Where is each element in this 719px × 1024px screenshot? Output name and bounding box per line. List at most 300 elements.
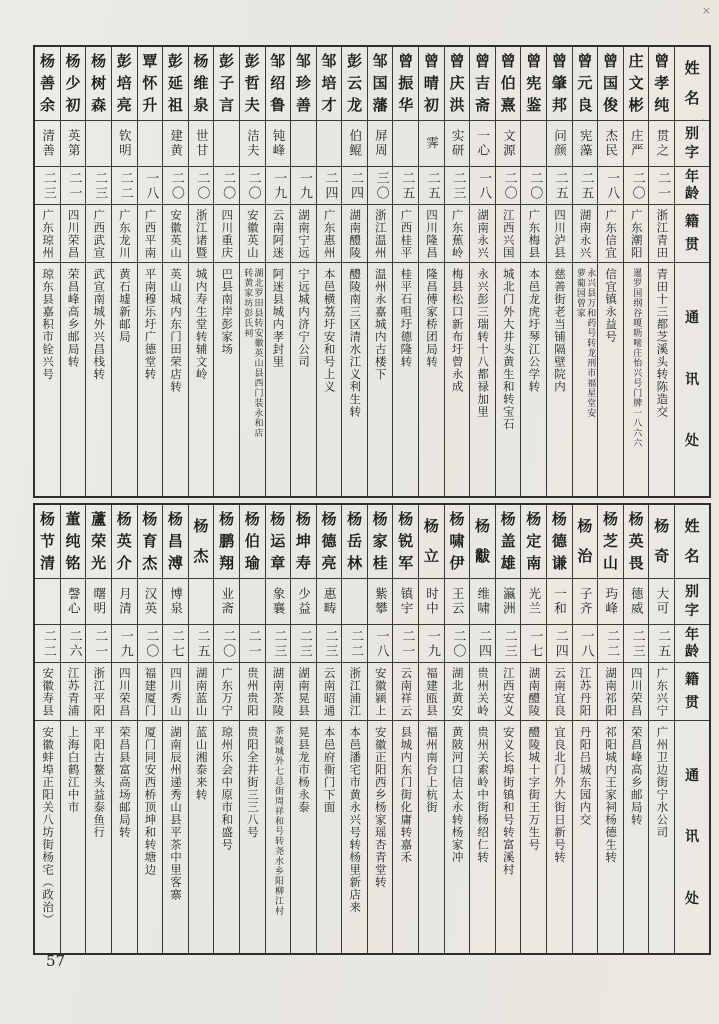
person-native-place [598, 204, 623, 262]
vertical-text: 一九 [117, 628, 133, 659]
vertical-text: 霁 [424, 136, 440, 151]
char-glyph: 初 [65, 96, 81, 114]
person-native-place [598, 662, 623, 720]
char-glyph: 杨 [39, 52, 55, 70]
char-glyph: 曾 [449, 52, 465, 70]
char-glyph: 曾 [603, 52, 619, 70]
person-native-place [163, 204, 188, 262]
person-age [342, 166, 367, 204]
char-glyph: 岳 [347, 532, 363, 550]
person-name [163, 47, 188, 120]
vertical-text: 浙江浦江 [348, 666, 363, 717]
person-alias [573, 120, 598, 166]
char-glyph: 彭 [219, 52, 235, 70]
person-age [138, 166, 163, 204]
person-name [214, 505, 239, 578]
person-name [624, 505, 649, 578]
vertical-text: 汉英 [143, 587, 159, 616]
person-address [598, 720, 623, 953]
vertical-text: 茶陵城外七总街周祥和号转尧水乡阳柳江村 [272, 726, 283, 916]
person-column [444, 47, 470, 496]
char-glyph: 英 [116, 532, 132, 550]
char-glyph: 字 [685, 603, 699, 620]
char-glyph: 泉 [193, 96, 209, 114]
person-native-place [521, 204, 546, 262]
person-alias [266, 120, 291, 166]
vertical-text: 湖南晃县 [297, 666, 311, 717]
vertical-text: 平南穆乐圩广德堂转 [143, 268, 158, 381]
person-column [520, 47, 546, 496]
person-address [470, 262, 495, 496]
char-glyph: 熹 [500, 96, 516, 114]
person-native-place [393, 204, 418, 262]
char-glyph: 英 [628, 532, 644, 550]
person-name [573, 47, 598, 120]
vertical-text: 二〇 [168, 170, 184, 201]
person-alias [291, 578, 316, 624]
char-glyph: 德 [551, 532, 567, 550]
person-age [61, 624, 86, 662]
person-age [61, 166, 86, 204]
person-native-place [163, 662, 188, 720]
vertical-text: 湖南辰州递秀山县平茶中里客寨 [169, 726, 184, 901]
person-age [112, 624, 137, 662]
header-name [675, 505, 709, 578]
vertical-text: 广东龙川 [117, 208, 132, 259]
person-name [240, 505, 265, 578]
vertical-text: 二六 [66, 628, 82, 659]
vertical-text: 广东琼州 [41, 208, 56, 259]
person-column [290, 47, 316, 496]
person-native-place [112, 204, 137, 262]
vertical-text: 隆昌傅家桥团局转 [424, 268, 439, 368]
person-column [85, 47, 111, 496]
vertical-text: 四川荣昌 [117, 666, 132, 717]
char-glyph: 杨 [551, 510, 567, 528]
person-column [35, 505, 60, 953]
vertical-text: 清善 [40, 129, 56, 158]
person-column [495, 505, 521, 953]
person-address [393, 262, 418, 496]
char-glyph: 良 [577, 96, 593, 114]
char-glyph: 才 [321, 96, 337, 114]
person-native-place [445, 204, 470, 262]
person-alias [291, 120, 316, 166]
char-glyph: 杨 [39, 510, 55, 528]
char-glyph: 杨 [142, 510, 158, 528]
char-glyph: 瑜 [244, 554, 260, 572]
char-glyph: 云 [347, 74, 363, 92]
vertical-text: 一九 [424, 628, 440, 659]
person-name [112, 47, 137, 120]
person-native-place [138, 204, 163, 262]
person-address [521, 720, 546, 953]
vertical-text: 广东潮阳 [629, 208, 644, 259]
char-glyph: 余 [39, 96, 55, 114]
person-address [573, 262, 598, 496]
person-alias [624, 578, 649, 624]
char-glyph: 董 [65, 510, 81, 528]
person-column [213, 47, 239, 496]
registry-table-bottom [33, 503, 711, 955]
person-native-place [214, 204, 239, 262]
char-glyph: 善 [39, 74, 55, 92]
vertical-text: 荣昌峰高乡邮局转 [66, 268, 81, 368]
person-alias [547, 120, 572, 166]
vertical-text: 广东信宜 [604, 208, 619, 259]
char-glyph: 晴 [423, 74, 439, 92]
vertical-text: 一八 [476, 170, 492, 201]
char-glyph: 杨 [244, 510, 260, 528]
person-column [444, 505, 470, 953]
vertical-text: 二三 [271, 628, 287, 659]
person-name [61, 47, 86, 120]
person-address [624, 720, 649, 953]
vertical-text: 一八 [143, 170, 159, 201]
person-alias [163, 578, 188, 624]
char-glyph: 洪 [449, 96, 465, 114]
person-age [649, 166, 674, 204]
vertical-text: 贵州关索岭中街杨绍仁转 [476, 726, 491, 864]
person-column [111, 47, 137, 496]
char-glyph: 别 [685, 583, 699, 600]
person-age [240, 166, 265, 204]
header-age [675, 166, 709, 204]
person-age [291, 624, 316, 662]
person-age [445, 624, 470, 662]
vertical-text: 江苏丹阳 [578, 666, 593, 717]
vertical-text: 屏周 [373, 129, 389, 158]
char-glyph: 雄 [500, 554, 516, 572]
vertical-text: 巴县南岸彭家场 [220, 268, 235, 356]
vertical-text: 洁夫 [245, 129, 261, 158]
vertical-text: 醴陵城十字街王万生号 [527, 726, 542, 851]
char-glyph: 庄 [628, 52, 644, 70]
vertical-text: 二三 [629, 628, 645, 659]
char-glyph: 杨 [193, 517, 209, 536]
person-name [445, 505, 470, 578]
char-glyph: 杨 [91, 52, 107, 70]
person-column [290, 505, 316, 953]
vertical-text: 少益 [296, 587, 312, 616]
vertical-text: 惠畴 [322, 587, 338, 616]
vertical-text: 丹阳吕城东园内交 [578, 726, 593, 826]
person-alias [342, 578, 367, 624]
person-address [496, 262, 521, 496]
person-address [317, 262, 342, 496]
vertical-text: 德威 [629, 587, 645, 616]
person-address [61, 262, 86, 496]
person-column [648, 47, 674, 496]
person-address [189, 262, 214, 496]
char-glyph: 字 [685, 145, 699, 162]
char-glyph: 伯 [500, 74, 516, 92]
person-address [266, 720, 291, 953]
vertical-text: 湖南永兴 [476, 208, 491, 259]
person-age [521, 166, 546, 204]
vertical-text: 上海白鹤江中市 [66, 726, 81, 814]
person-address [419, 262, 444, 496]
vertical-text: 问颜 [552, 129, 568, 158]
vertical-text: 二〇 [501, 170, 517, 201]
char-glyph: 杨 [628, 510, 644, 528]
person-alias [112, 120, 137, 166]
char-glyph: 龙 [347, 96, 363, 114]
header-name [675, 47, 709, 120]
char-glyph: 介 [116, 554, 132, 572]
header-address [675, 720, 709, 953]
person-alias [61, 578, 86, 624]
char-glyph: 彭 [347, 52, 363, 70]
person-native-place [86, 204, 111, 262]
char-glyph: 杨 [449, 510, 465, 528]
person-age [598, 166, 623, 204]
person-name [138, 47, 163, 120]
vertical-text: 永兴县万和药号转龙刑市福星堂安 萝葡园曾家 [574, 268, 596, 418]
person-native-place [291, 662, 316, 720]
vertical-text: 湖南茶陵 [271, 666, 286, 717]
scan-artifact-edge: · · [697, 118, 707, 133]
person-column [137, 505, 163, 953]
vertical-text: 安义长埠街镇和号转富溪村 [501, 726, 516, 876]
person-name [547, 505, 572, 578]
person-address [61, 720, 86, 953]
vertical-text: 业斋 [219, 587, 235, 616]
char-glyph: 畏 [628, 554, 644, 572]
person-age [163, 166, 188, 204]
person-name [35, 47, 60, 120]
vertical-text: 荣昌峰高乡邮局转 [629, 726, 644, 826]
vertical-text: 安徽正阳西乡杨家瑶杏青堂转 [373, 726, 388, 889]
vertical-text: 子齐 [578, 587, 594, 616]
vertical-text: 贵州贵阳 [245, 666, 260, 717]
vertical-text: 二〇 [194, 170, 210, 201]
person-name [496, 505, 521, 578]
person-address [240, 720, 265, 953]
char-glyph: 吉 [475, 74, 491, 92]
person-native-place [649, 204, 674, 262]
char-glyph: 芝 [603, 532, 619, 550]
char-glyph: 善 [295, 96, 311, 114]
char-glyph: 伊 [449, 554, 465, 572]
vertical-text: 云南昭通 [322, 666, 337, 717]
person-column [341, 505, 367, 953]
vertical-text: 二一 [92, 628, 108, 659]
person-native-place [419, 662, 444, 720]
vertical-text: 实研 [450, 129, 466, 158]
vertical-text: 梅县松口新布圩曾永成 [450, 268, 465, 393]
person-name [368, 47, 393, 120]
person-column [367, 505, 393, 953]
char-glyph: 曾 [500, 52, 516, 70]
char-glyph: 曾 [577, 52, 593, 70]
person-age [138, 624, 163, 662]
person-column [623, 47, 649, 496]
char-glyph: 珍 [295, 74, 311, 92]
vertical-text: 江西安义 [501, 666, 516, 717]
vertical-text: 浙江青田 [655, 208, 670, 259]
person-age [317, 624, 342, 662]
person-alias [35, 578, 60, 624]
char-glyph: 节 [39, 532, 55, 550]
person-address [573, 720, 598, 953]
char-glyph: 彭 [116, 52, 132, 70]
char-glyph: 邹 [321, 52, 337, 70]
char-glyph: 贯 [685, 695, 699, 712]
person-native-place [624, 662, 649, 720]
person-name [649, 47, 674, 120]
person-alias [649, 578, 674, 624]
vertical-text: 浙江温州 [373, 208, 388, 259]
person-column [60, 47, 86, 496]
person-age [393, 166, 418, 204]
person-column [520, 505, 546, 953]
person-alias [547, 578, 572, 624]
person-age [573, 166, 598, 204]
person-alias [368, 120, 393, 166]
person-name [573, 505, 598, 578]
person-column [546, 505, 572, 953]
person-age [86, 166, 111, 204]
vertical-text: 湖南蓝山 [194, 666, 209, 717]
person-address [266, 262, 291, 496]
char-glyph: 杨 [500, 510, 516, 528]
header-column [674, 505, 709, 953]
char-glyph: 山 [603, 554, 619, 572]
person-name [521, 505, 546, 578]
person-address [138, 262, 163, 496]
vertical-text: 一心 [475, 129, 491, 158]
vertical-text: 英第 [66, 129, 82, 158]
person-column [316, 47, 342, 496]
vertical-text: 建黄 [168, 129, 184, 158]
person-column [546, 47, 572, 496]
char-glyph: 通 [685, 767, 699, 784]
char-glyph: 华 [398, 96, 414, 114]
person-column [239, 505, 265, 953]
person-alias [470, 578, 495, 624]
person-column [495, 47, 521, 496]
char-glyph: 章 [270, 554, 286, 572]
person-alias [240, 120, 265, 166]
person-name [86, 505, 111, 578]
char-glyph: 纯 [654, 96, 670, 114]
person-alias [86, 578, 111, 624]
person-native-place [266, 204, 291, 262]
char-glyph: 庆 [449, 74, 465, 92]
char-glyph: 寿 [295, 554, 311, 572]
vertical-text: 伯鲲 [347, 129, 363, 158]
person-alias [393, 578, 418, 624]
char-glyph: 通 [685, 309, 699, 326]
char-glyph: 溥 [167, 554, 183, 572]
person-age [189, 166, 214, 204]
char-glyph: 运 [270, 532, 286, 550]
vertical-text: 安徽蚌埠正阳关八坊街杨宅（政治） [41, 726, 56, 926]
char-glyph: 少 [65, 74, 81, 92]
vertical-text: 二三 [450, 170, 466, 201]
person-address [163, 720, 188, 953]
char-glyph: 年 [685, 169, 699, 185]
person-address [393, 720, 418, 953]
person-age [547, 624, 572, 662]
char-glyph: 名 [684, 546, 700, 565]
person-column [137, 47, 163, 496]
vertical-text: 博泉 [168, 587, 184, 616]
char-glyph: 处 [685, 433, 699, 450]
person-age [214, 166, 239, 204]
person-column [341, 47, 367, 496]
person-alias [35, 120, 60, 166]
person-age [35, 624, 60, 662]
char-glyph: 伯 [244, 532, 260, 550]
vertical-text: 贵阳全井街三三八号 [245, 726, 260, 839]
person-age [35, 166, 60, 204]
person-address [214, 262, 239, 496]
vertical-text: 湖南宁远 [297, 208, 311, 259]
person-name [445, 47, 470, 120]
char-glyph: 杨 [654, 517, 670, 536]
vertical-text: 二二 [117, 170, 133, 201]
person-native-place [521, 662, 546, 720]
person-address [445, 262, 470, 496]
person-native-place [624, 204, 649, 262]
char-glyph: 曾 [526, 52, 542, 70]
char-glyph: 黻 [475, 546, 491, 565]
person-age [598, 624, 623, 662]
person-age [445, 166, 470, 204]
person-column [623, 505, 649, 953]
person-native-place [547, 204, 572, 262]
char-glyph: 年 [685, 627, 699, 643]
vertical-text: 广东万宁 [220, 666, 235, 717]
vertical-text: 城北门外大井头黄生和转宝石 [501, 268, 516, 431]
person-address [291, 262, 316, 496]
person-alias [521, 120, 546, 166]
char-glyph: 维 [193, 74, 209, 92]
vertical-text: 信宜镇永益号 [604, 268, 619, 343]
person-age [470, 166, 495, 204]
person-column [111, 505, 137, 953]
vertical-text: 曙明 [91, 587, 107, 616]
person-alias [393, 120, 418, 166]
vertical-text: 文源 [501, 129, 517, 158]
person-age [496, 624, 521, 662]
char-glyph: 杨 [347, 510, 363, 528]
person-age [112, 166, 137, 204]
char-glyph: 俊 [603, 96, 619, 114]
char-glyph: 育 [142, 532, 158, 550]
person-age [470, 624, 495, 662]
person-name [649, 505, 674, 578]
person-alias [470, 120, 495, 166]
person-name [317, 505, 342, 578]
char-glyph: 杰 [193, 546, 209, 565]
char-glyph: 夫 [244, 96, 260, 114]
person-native-place [317, 662, 342, 720]
person-address [138, 720, 163, 953]
vertical-text: 贵州关岭 [476, 666, 491, 717]
person-alias [138, 120, 163, 166]
vertical-text: 世甘 [194, 129, 210, 158]
vertical-text: 三〇 [373, 170, 389, 201]
page-number: 57 [46, 952, 66, 970]
person-alias [445, 120, 470, 166]
person-column [597, 505, 623, 953]
person-alias [573, 578, 598, 624]
person-native-place [61, 204, 86, 262]
person-native-place [138, 662, 163, 720]
